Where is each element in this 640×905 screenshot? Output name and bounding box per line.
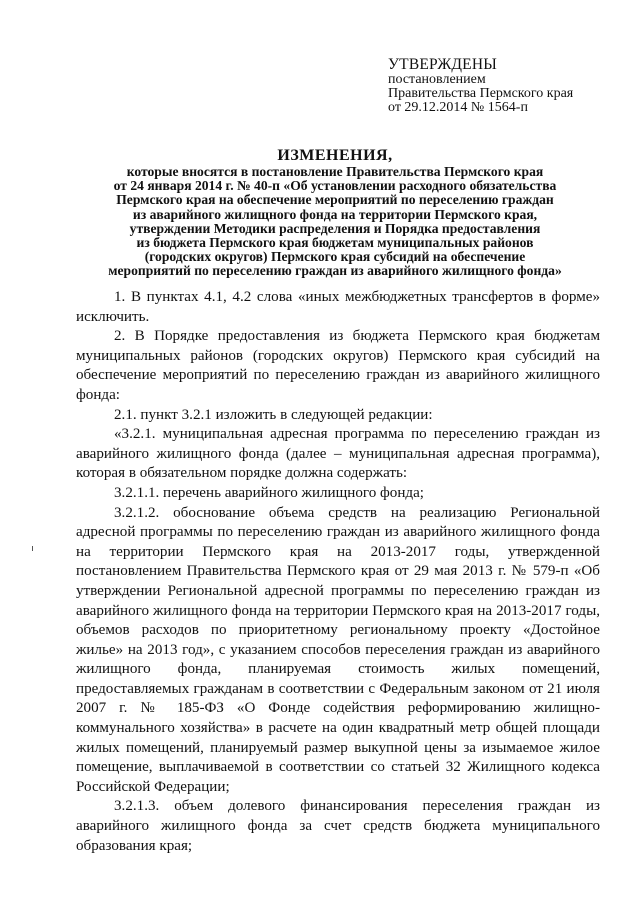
approval-title: УТВЕРЖДЕНЫ xyxy=(388,56,497,73)
paragraph: 2. В Порядке предоставления из бюджета Пермского края бюджетам муниципальных районов (городских округов) Пермского края субсидий на обеспечение мероприятий по переселению граждан из аварийного жилищного фонда: xyxy=(76,328,600,403)
heading-line: (городских округов) Пермского края субсидий на обеспечение xyxy=(144,249,526,265)
document-body xyxy=(76,288,600,856)
heading-line: утверждении Методики распределения и Порядка предоставления xyxy=(129,220,541,236)
document-heading xyxy=(70,146,600,279)
paragraph: «3.2.1. муниципальная адресная программа по переселению граждан из аварийного жилищного фонда (далее – муниципальная адресная программа), которая в обязательном порядке должна содержать: xyxy=(76,426,600,482)
heading-line: Пермского края на обеспечение мероприятий по переселению граждан xyxy=(116,192,554,208)
heading-line: от 24 января 2014 г. № 40-п «Об установлении расходного обязательства xyxy=(113,178,557,194)
heading-line: из аварийного жилищного фонда на территории Пермского края, xyxy=(132,206,538,222)
heading-title: ИЗМЕНЕНИЯ, xyxy=(277,147,393,164)
margin-mark xyxy=(32,546,33,551)
approval-line: Правительства Пермского края xyxy=(388,86,574,101)
approval-line: постановлением xyxy=(388,72,486,87)
heading-line: мероприятий по переселению граждан из аварийного жилищного фонда» xyxy=(108,263,562,279)
heading-line: которые вносятся в постановление Правительства Пермского края xyxy=(126,164,544,179)
approval-block xyxy=(388,56,628,115)
paragraph: 3.2.1.3. объем долевого финансирования переселения граждан из аварийного жилищного фонда за счет средств бюджета муниципального образования края; xyxy=(76,798,600,854)
heading-line: из бюджета Пермского края бюджетам муниципальных районов xyxy=(136,235,534,251)
paragraph: 2.1. пункт 3.2.1 изложить в следующей редакции: xyxy=(114,406,433,423)
paragraph: 3.2.1.1. перечень аварийного жилищного фонда; xyxy=(114,484,424,501)
paragraph: 3.2.1.2. обоснование объема средств на реализацию Региональной адресной программы по переселению граждан из аварийного жилищного фонда на территории Пермского края на 2013-2017 годы, утвержденной постановлением Правительства Пермского края от 29 мая 2013 г. № 579-п «Об утверждении Региональной адресной программы по переселению граждан из аварийного жилищного фонда на территории Пермского края на 2013-2017 годы, объемов расходов по приоритетному региональному проекту «Достойное жилье» на 2013 год», с указанием способов переселения граждан из аварийного жилищного фонда, планируемая стоимость жилых помещений, предоставляемых гражданам в соответствии с Федеральным законом от 21 июля 2007 г. № 185-ФЗ «О Фонде содействия реформированию жилищно-коммунального хозяйства» в расчете на один квадратный метр общей площади жилых помещений, планируемый размер выкупной цены за изымаемое жилое помещение, выплачиваемой в соответствии со статьей 32 Жилищного кодекса Российской Федерации; xyxy=(76,504,600,795)
approval-line: от 29.12.2014 № 1564-п xyxy=(388,100,528,115)
paragraph: 1. В пунктах 4.1, 4.2 слова «иных межбюджетных трансфертов в форме» исключить. xyxy=(76,289,600,325)
